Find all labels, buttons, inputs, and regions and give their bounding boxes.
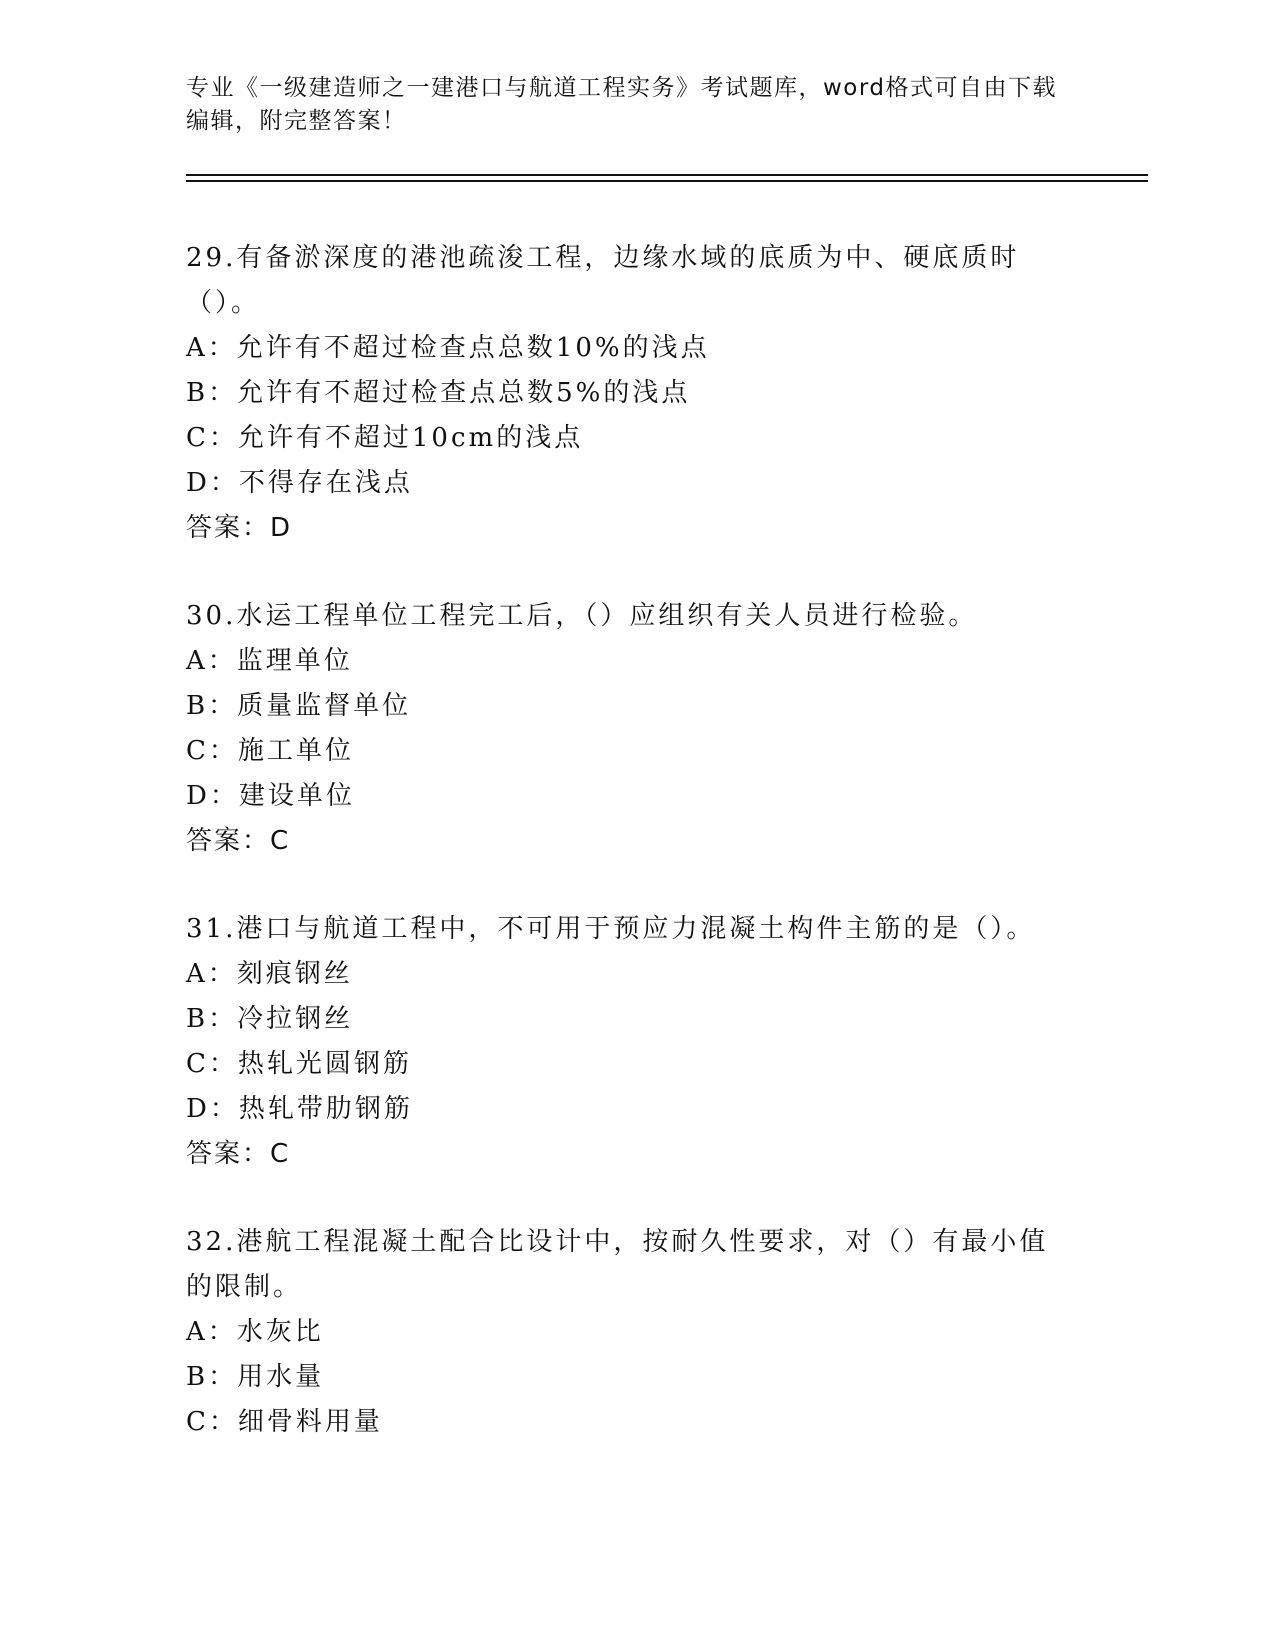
option-b: B：质量监督单位	[186, 691, 412, 721]
option-a: A：允许有不超过检查点总数10%的浅点	[186, 333, 710, 363]
header-divider-top	[186, 174, 1148, 176]
answer: 答案：C	[186, 826, 291, 856]
option-c: C：热轧光圆钢筋	[186, 1049, 412, 1079]
question-stem: 30.水运工程单位工程完工后，（）应组织有关人员进行检验。	[186, 601, 978, 631]
question-stem: 32.港航工程混凝土配合比设计中，按耐久性要求，对（）有最小值的限制。	[186, 1227, 1049, 1302]
question-31	[186, 907, 1086, 1177]
option-d: D：不得存在浅点	[186, 468, 413, 498]
option-d: D：热轧带肋钢筋	[186, 1094, 413, 1124]
option-c: C：允许有不超过10cm的浅点	[186, 423, 584, 453]
question-29	[186, 236, 1086, 551]
question-30	[186, 594, 1086, 864]
option-b: B：冷拉钢丝	[186, 1004, 354, 1034]
option-d: D：建设单位	[186, 781, 355, 811]
answer: 答案：D	[186, 513, 293, 543]
question-32	[186, 1220, 1086, 1445]
option-a: A：水灰比	[186, 1317, 324, 1347]
question-stem: 31.港口与航道工程中，不可用于预应力混凝土构件主筋的是（）。	[186, 914, 1036, 944]
option-c: C：施工单位	[186, 736, 354, 766]
option-b: B：允许有不超过检查点总数5%的浅点	[186, 378, 691, 408]
question-stem: 29.有备淤深度的港池疏浚工程，边缘水域的底质为中、硬底质时（）。	[186, 243, 1020, 318]
option-a: A：刻痕钢丝	[186, 959, 353, 989]
option-b: B：用水量	[186, 1362, 325, 1392]
answer: 答案：C	[186, 1139, 291, 1169]
option-c: C：细骨料用量	[186, 1407, 383, 1437]
document-header: 专业《一级建造师之一建港口与航道工程实务》考试题库，word格式可自由下载编辑，附完整答案！	[186, 75, 1058, 134]
header-divider-bottom	[186, 180, 1148, 182]
option-a: A：监理单位	[186, 646, 353, 676]
question-list	[186, 236, 1086, 1488]
